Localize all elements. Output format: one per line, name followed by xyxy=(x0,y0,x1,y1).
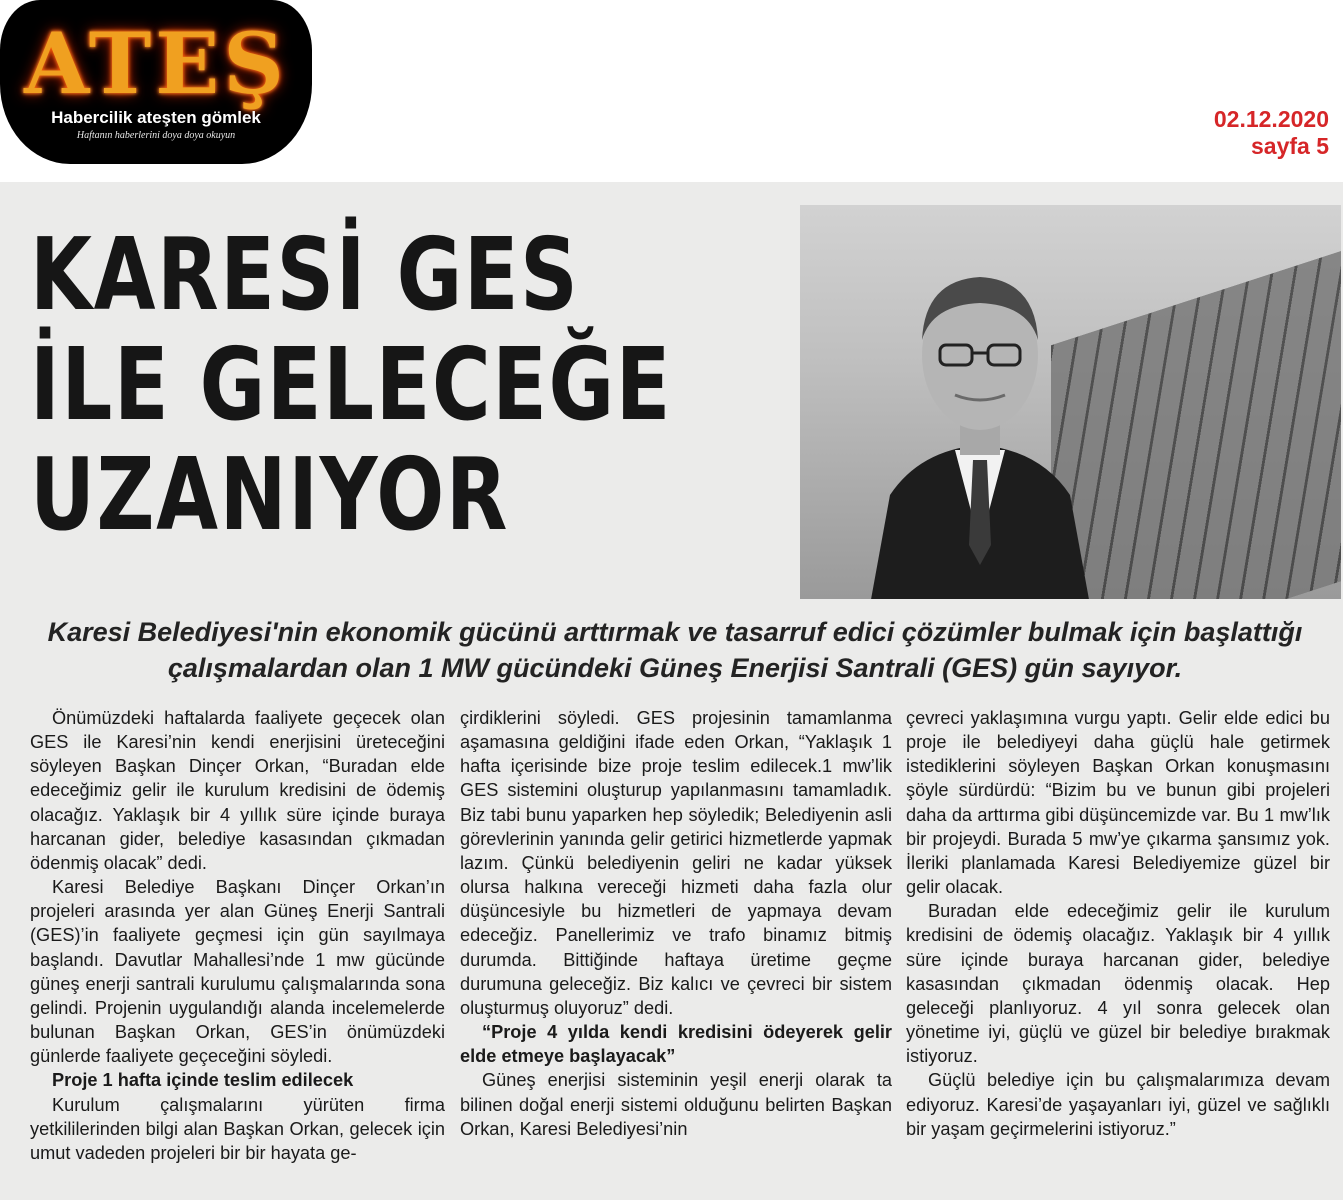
article-headline: KARESİ GES İLE GELECEĞE UZANIYOR xyxy=(30,216,673,553)
paragraph: Buradan elde edeceğimiz gelir ile kurulum kredisini de ödemiş olacağız. Yaklaşık bir 4 yıllık süre içinde buraya harcanan gider, belediye kasasından çıkmadan ödenmiş olacak. Hep geleceği planlıyoruz. 4 yıl sonra gelecek olan yönetime iyi, güçlü ve güzel bir belediye bırakmak istiyoruz. xyxy=(906,901,1330,1067)
article-column-1 xyxy=(30,706,445,1200)
paragraph: Güneş enerjisi sisteminin yeşil enerji olarak ta bilinen doğal enerji sistemi olduğunu belirten Başkan Orkan, Karesi Belediyesi’nin xyxy=(460,1070,892,1139)
logo-wordmark: ATEŞ xyxy=(24,14,288,113)
paragraph: çirdiklerini söyledi. GES projesinin tamamlanma aşamasına geldiğini ifade eden Orkan, “Yaklaşık 1 hafta içerisinde bize proje teslim edilecek.1 mw’lik GES sistemini oluşturup yapılanmasını tamamladık. Biz tabi bunu yaparken hep söyledik; Belediyenin asli görevlerinin yanında gelir getirici hizmetlerde yapmak lazım. Çünkü belediyenin geliri ne kadar yüksek olursa halkına vereceği hizmeti daha fazla olur düşüncesiyle bu hizmetleri de yapmaya devam edeceğiz. Panellerimiz ve trafo binamız bitmiş durumda. Bittiğinde haftaya üretime geçme durumuna geleceğiz. Biz kalıcı ve çevreci bir sistem oluşturmuş oluyoruz” dedi. xyxy=(460,708,892,1018)
paragraph: Karesi Belediye Başkanı Dinçer Orkan’ın projeleri arasında yer alan Güneş Enerji Santrali (GES)’in faaliyete geçmesi için gün sayılmaya başlandı. Davutlar Mahallesi’nde 1 mw gücünde güneş enerji santrali kurulumu çalışmalarında sona gelindi. Projenin uygulandığı alanda incelemelerde bulunan Başkan Orkan, GES’in önümüzdeki günlerde faaliyete geçeceğini söyledi. xyxy=(30,877,445,1067)
paragraph: Kurulum çalışmalarını yürüten firma yetkililerinden bilgi alan Başkan Orkan, gelecek için umut vadeden projeleri bir bir hayata ge- xyxy=(30,1094,445,1163)
paragraph: Önümüzdeki haftalarda faaliyete geçecek olan GES ile Karesi’nin kendi enerjisini üreteceğini söyleyen Başkan Dinçer Orkan, “Buradan elde edeceğimiz gelir ile kurulum kredisini de ödemiş olacağız. Yaklaşık bir 4 yıllık süre içinde buraya harcanan gider, belediye kasasından çıkmadan ödenmiş olacak” dedi. xyxy=(30,708,445,873)
ates-logo xyxy=(0,0,312,164)
publication-date: 02.12.2020 xyxy=(1213,106,1329,132)
article-photo xyxy=(800,205,1341,599)
clipping-meta xyxy=(1214,106,1329,160)
article-lead: Karesi Belediyesi'nin ekonomik gücünü arttırmak ve tasarruf edici çözümler bulmak için başlattığı çalışmalardan olan 1 MW gücündeki Güneş Enerjisi Santrali (GES) gün sayıyor. xyxy=(47,617,1303,683)
pull-quote-heading: “Proje 4 yılda kendi kredisini ödeyerek gelir elde etmeye başlayacak” xyxy=(460,1022,892,1067)
paragraph: çevreci yaklaşımına vurgu yaptı. Gelir elde edici bu proje ile belediyeyi daha güçlü hale getirmek istediklerini söyleyen Başkan Orkan konuşmasını şöyle sürdürdü: “Bizim bu ve bunun gibi projeleri daha da arttırma gibi düşüncemizde var. Bu 1 mw’lık bir projeydi. Burada 5 mw’ye çıkarma şansımız yok. İleriki planlamada Karesi Belediyemize güzel bir gelir olacak. xyxy=(906,708,1330,898)
article-column-2 xyxy=(460,706,892,1200)
paragraph: Güçlü belediye için bu çalışmalarımıza devam ediyoruz. Karesi’de yaşayanları iyi, güzel ve sağlıklı bir yaşam geçirmelerini istiyoruz.” xyxy=(906,1070,1330,1139)
article-column-3 xyxy=(906,706,1330,1200)
mayor-portrait-graphic xyxy=(860,245,1100,599)
logo-slogan: Habercilik ateşten gömlek xyxy=(51,108,261,127)
logo-tagline: Haftanın haberlerini doya doya okuyun xyxy=(76,130,236,141)
subheading: Proje 1 hafta içinde teslim edilecek xyxy=(52,1070,354,1091)
page-number: sayfa 5 xyxy=(1250,133,1329,159)
